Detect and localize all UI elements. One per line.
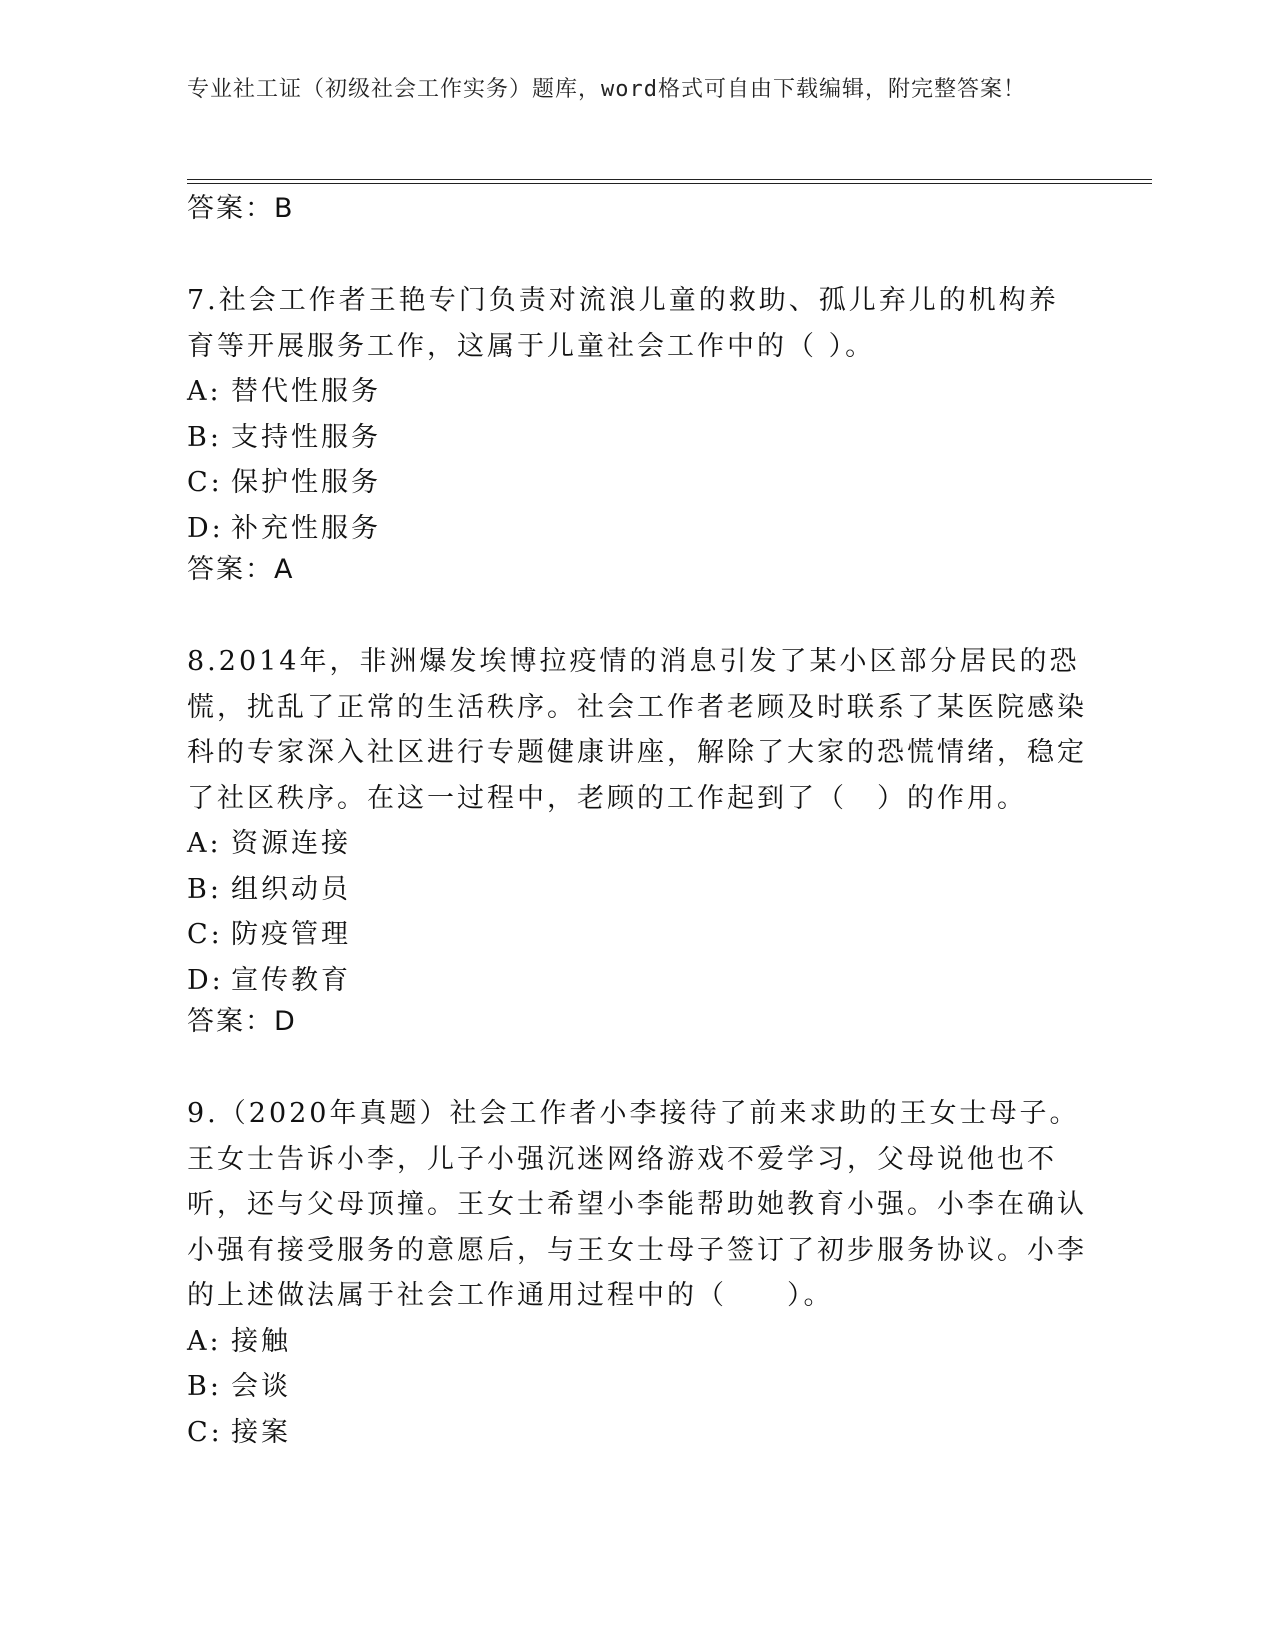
option-c bbox=[187, 912, 1087, 958]
page-header: 专业社工证（初级社会工作实务）题库，word格式可自由下载编辑，附完整答案！ bbox=[187, 77, 1026, 102]
option-letter: B: bbox=[187, 873, 222, 905]
question-text: 8.2014年，非洲爆发埃博拉疫情的消息引发了某小区部分居民的恐慌，扰乱了正常的生活秩序。社会工作者老顾及时联系了某医院感染科的专家深入社区进行专题健康讲座，解除了大家的恐慌情绪，稳定了社区秩序。在这一过程中，老顾的工作起到了（ ）的作用。 bbox=[187, 646, 1087, 814]
option-text: 补充性服务 bbox=[231, 512, 381, 544]
question-9 bbox=[187, 1091, 1087, 1455]
option-text: 接触 bbox=[231, 1325, 291, 1357]
document-body bbox=[187, 190, 1087, 1455]
answer: 答案：D bbox=[187, 1006, 297, 1037]
option-text: 宣传教育 bbox=[231, 964, 351, 996]
option-text: 会谈 bbox=[231, 1371, 291, 1402]
option-c bbox=[187, 460, 1087, 506]
option-d bbox=[187, 506, 1087, 552]
header-rule-top bbox=[187, 179, 1152, 180]
option-letter: A: bbox=[187, 376, 222, 407]
option-letter: A: bbox=[187, 1325, 222, 1357]
option-text: 接案 bbox=[231, 1416, 291, 1448]
option-a bbox=[187, 369, 1087, 415]
previous-answer: 答案：B bbox=[187, 193, 295, 224]
option-text: 组织动员 bbox=[231, 873, 351, 905]
question-8 bbox=[187, 639, 1087, 1041]
option-letter: B: bbox=[187, 421, 222, 453]
option-letter: C: bbox=[187, 1416, 223, 1448]
answer: 答案：A bbox=[187, 554, 295, 585]
option-text: 支持性服务 bbox=[231, 421, 381, 453]
option-text: 资源连接 bbox=[231, 828, 351, 859]
option-d bbox=[187, 958, 1087, 1004]
option-letter: B: bbox=[187, 1371, 222, 1402]
option-letter: C: bbox=[187, 467, 223, 498]
option-letter: D: bbox=[187, 512, 224, 544]
option-letter: C: bbox=[187, 919, 223, 950]
option-a bbox=[187, 1319, 1087, 1365]
question-7 bbox=[187, 278, 1087, 589]
question-text: 7.社会工作者王艳专门负责对流浪儿童的救助、孤儿弃儿的机构养育等开展服务工作，这属于儿童社会工作中的（ ）。 bbox=[187, 285, 1059, 362]
option-b bbox=[187, 415, 1087, 461]
option-text: 保护性服务 bbox=[231, 467, 381, 498]
option-letter: A: bbox=[187, 828, 222, 859]
option-a bbox=[187, 821, 1087, 867]
option-text: 防疫管理 bbox=[231, 919, 351, 950]
option-b bbox=[187, 867, 1087, 913]
option-text: 替代性服务 bbox=[231, 376, 381, 407]
question-text: 9.（2020年真题）社会工作者小李接待了前来求助的王女士母子。王女士告诉小李，儿子小强沉迷网络游戏不爱学习，父母说他也不听，还与父母顶撞。王女士希望小李能帮助她教育小强。小李在确认小强有接受服务的意愿后，与王女士母子签订了初步服务协议。小李的上述做法属于社会工作通用过程中的（ ）。 bbox=[187, 1098, 1087, 1311]
header-rule-bottom bbox=[187, 183, 1152, 184]
option-c bbox=[187, 1410, 1087, 1456]
option-letter: D: bbox=[187, 964, 224, 996]
option-b bbox=[187, 1364, 1087, 1410]
